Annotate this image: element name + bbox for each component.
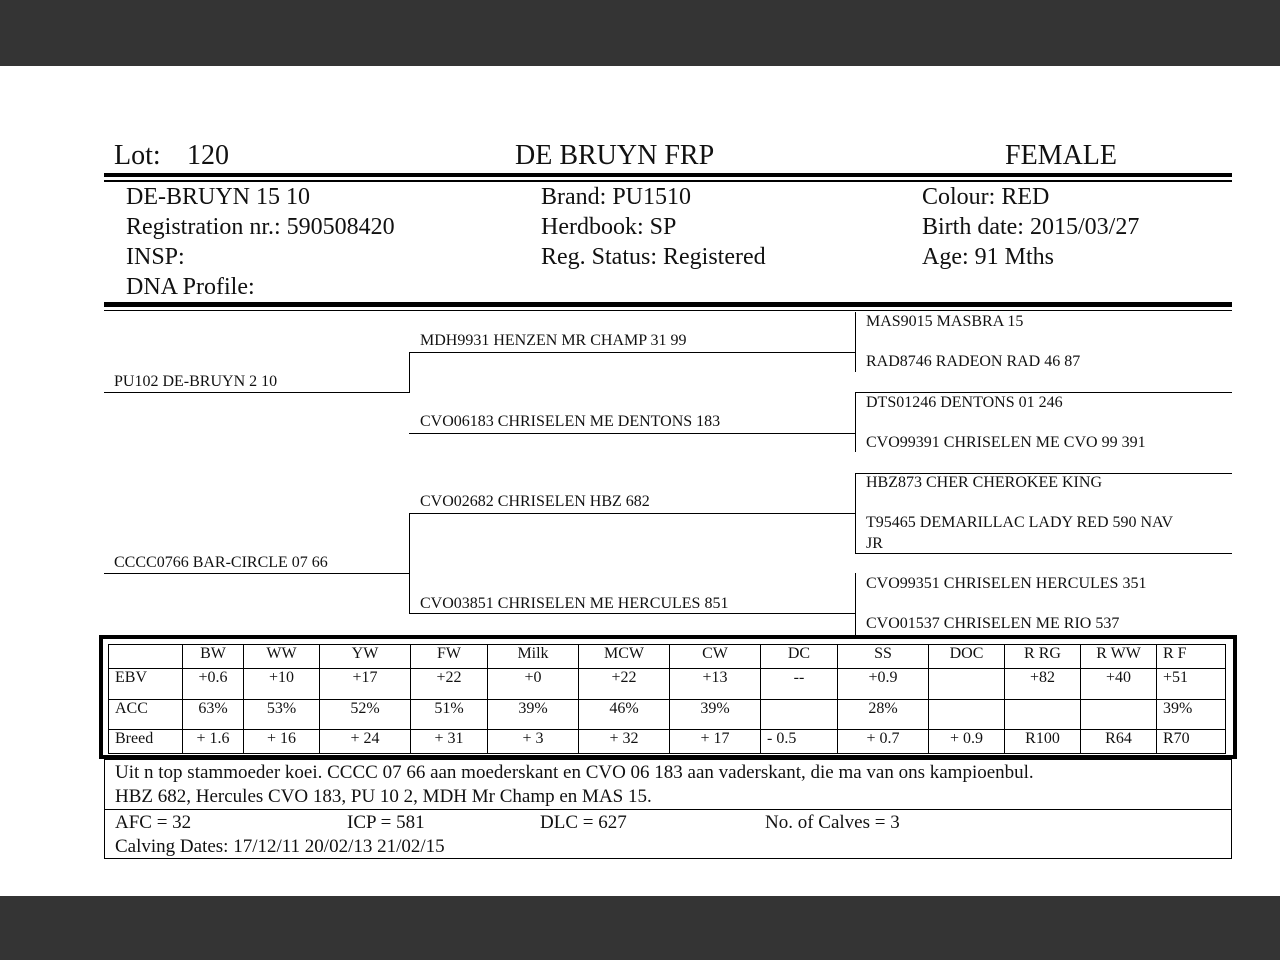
pedigree-ggp-8: CVO01537 CHRISELEN ME RIO 537 — [866, 615, 1120, 632]
colour-field: Colour: RED — [922, 184, 1050, 210]
pedigree-ggp-6-cont: JR — [866, 535, 883, 552]
pedigree-connector — [855, 473, 856, 553]
ebv-cell: 52% — [320, 700, 411, 730]
pedigree-line — [855, 553, 1232, 554]
ebv-cell: 63% — [183, 700, 244, 730]
ebv-col-header: CW — [670, 645, 761, 669]
age-field: Age: 91 Mths — [922, 244, 1054, 270]
insp-field: INSP: — [126, 244, 185, 270]
ebv-cell — [761, 700, 838, 730]
acc-row — [109, 700, 1226, 730]
ebv-cell: +22 — [411, 669, 488, 700]
pedigree-connector — [409, 352, 410, 393]
pedigree-ggp-1: MAS9015 MASBRA 15 — [866, 313, 1024, 330]
ebv-cell: +40 — [1081, 669, 1157, 700]
calving-dates: Calving Dates: 17/12/11 20/02/13 21/02/15 — [115, 836, 445, 857]
pedigree-line — [409, 433, 855, 434]
ebv-cell: R70 — [1157, 730, 1226, 754]
ebv-cell: + 1.6 — [183, 730, 244, 754]
icp-value: ICP = 581 — [347, 812, 425, 833]
ebv-col-header — [109, 645, 183, 669]
notes-line-2: HBZ 682, Hercules CVO 183, PU 10 2, MDH Mr Champ en MAS 15. — [115, 786, 652, 807]
ebv-cell: 53% — [244, 700, 320, 730]
ebv-cell — [929, 700, 1005, 730]
pedigree-ggp-6: T95465 DEMARILLAC LADY RED 590 NAV — [866, 514, 1174, 531]
ebv-cell: +51 — [1157, 669, 1226, 700]
ebv-cell: +0 — [488, 669, 579, 700]
ebv-cell: 46% — [579, 700, 670, 730]
ebv-cell: +82 — [1005, 669, 1081, 700]
ebv-row-label: ACC — [109, 700, 183, 730]
ebv-col-header: R RG — [1005, 645, 1081, 669]
lot-number: 120 — [187, 140, 229, 171]
ebv-cell: + 0.9 — [929, 730, 1005, 754]
ebv-cell: + 32 — [579, 730, 670, 754]
notes-separator — [105, 809, 1231, 810]
breed-row — [109, 730, 1226, 754]
ebv-cell: + 31 — [411, 730, 488, 754]
ebv-cell: R64 — [1081, 730, 1157, 754]
notes-box — [104, 759, 1232, 859]
ebv-cell — [929, 669, 1005, 700]
bottom-letterbox-bar — [0, 896, 1280, 960]
afc-value: AFC = 32 — [115, 812, 192, 833]
lot-label: Lot: — [114, 140, 161, 171]
herdbook-field: Herdbook: SP — [541, 214, 677, 240]
info-rule-thick — [104, 302, 1232, 307]
notes-line-1: Uit n top stammoeder koei. CCCC 07 66 aan moederskant en CVO 06 183 aan vaderskant, die ma van ons kampioenbul. — [115, 762, 1034, 783]
ebv-cell — [1005, 700, 1081, 730]
pedigree-ggp-5: HBZ873 CHER CHEROKEE KING — [866, 474, 1102, 491]
ebv-cell: +17 — [320, 669, 411, 700]
ebv-cell: - 0.5 — [761, 730, 838, 754]
ebv-cell: +0.6 — [183, 669, 244, 700]
ebv-table-frame — [99, 635, 1237, 759]
pedigree-ggp-7: CVO99351 CHRISELEN HERCULES 351 — [866, 575, 1147, 592]
ebv-cell — [1081, 700, 1157, 730]
pedigree-line — [104, 573, 409, 574]
reg-status-field: Reg. Status: Registered — [541, 244, 766, 270]
ebv-cell: 39% — [488, 700, 579, 730]
pedigree-sire-sire: MDH9931 HENZEN MR CHAMP 31 99 — [420, 332, 687, 349]
animal-name: DE-BRUYN 15 10 — [126, 184, 310, 210]
ebv-row-label: Breed — [109, 730, 183, 754]
ebv-cell: + 0.7 — [838, 730, 929, 754]
ebv-col-header: FW — [411, 645, 488, 669]
sex-label: FEMALE — [1005, 140, 1117, 171]
ebv-col-header: R F — [1157, 645, 1226, 669]
pedigree-connector — [409, 513, 410, 613]
pedigree-line — [409, 352, 855, 353]
ebv-col-header: R WW — [1081, 645, 1157, 669]
top-letterbox-bar — [0, 0, 1280, 66]
ebv-cell: R100 — [1005, 730, 1081, 754]
pedigree-line — [855, 392, 1232, 393]
ebv-cell: +0.9 — [838, 669, 929, 700]
ebv-cell: +13 — [670, 669, 761, 700]
ebv-col-header: BW — [183, 645, 244, 669]
pedigree-ggp-3: DTS01246 DENTONS 01 246 — [866, 394, 1063, 411]
pedigree-dam-sire: CVO02682 CHRISELEN HBZ 682 — [420, 493, 650, 510]
ebv-cell: 39% — [1157, 700, 1226, 730]
pedigree-line — [104, 392, 409, 393]
ebv-cell: -- — [761, 669, 838, 700]
header-rule-thick — [104, 173, 1232, 177]
pedigree-connector — [855, 312, 856, 372]
ebv-col-header: SS — [838, 645, 929, 669]
calves-count: No. of Calves = 3 — [765, 812, 900, 833]
ebv-row-label: EBV — [109, 669, 183, 700]
breeder-name: DE BRUYN FRP — [515, 140, 715, 171]
ebv-table — [108, 644, 1226, 754]
ebv-header-row — [109, 645, 1226, 669]
ebv-cell: +22 — [579, 669, 670, 700]
registration-number: Registration nr.: 590508420 — [126, 214, 395, 240]
ebv-cell: + 16 — [244, 730, 320, 754]
ebv-cell: + 3 — [488, 730, 579, 754]
ebv-col-header: YW — [320, 645, 411, 669]
dna-profile-field: DNA Profile: — [126, 274, 255, 300]
pedigree-sire: PU102 DE-BRUYN 2 10 — [114, 373, 278, 390]
pedigree-line — [409, 513, 855, 514]
info-rule-thin — [104, 310, 1232, 311]
ebv-row — [109, 669, 1226, 700]
ebv-col-header: WW — [244, 645, 320, 669]
pedigree-sire-dam: CVO06183 CHRISELEN ME DENTONS 183 — [420, 413, 721, 430]
ebv-cell: 39% — [670, 700, 761, 730]
ebv-cell: +10 — [244, 669, 320, 700]
pedigree-connector — [855, 392, 856, 452]
ebv-col-header: DC — [761, 645, 838, 669]
header-rule-thin — [104, 180, 1232, 182]
ebv-cell: 51% — [411, 700, 488, 730]
birth-date-field: Birth date: 2015/03/27 — [922, 214, 1140, 240]
pedigree-line — [409, 613, 855, 614]
ebv-cell: + 17 — [670, 730, 761, 754]
brand-field: Brand: PU1510 — [541, 184, 691, 210]
ebv-col-header: Milk — [488, 645, 579, 669]
ebv-col-header: DOC — [929, 645, 1005, 669]
pedigree-dam: CCCC0766 BAR-CIRCLE 07 66 — [114, 554, 328, 571]
pedigree-connector — [855, 573, 856, 635]
ebv-cell: + 24 — [320, 730, 411, 754]
pedigree-ggp-4: CVO99391 CHRISELEN ME CVO 99 391 — [866, 434, 1146, 451]
ebv-col-header: MCW — [579, 645, 670, 669]
ebv-cell: 28% — [838, 700, 929, 730]
pedigree-ggp-2: RAD8746 RADEON RAD 46 87 — [866, 353, 1081, 370]
pedigree-dam-dam: CVO03851 CHRISELEN ME HERCULES 851 — [420, 595, 729, 612]
dlc-value: DLC = 627 — [540, 812, 627, 833]
